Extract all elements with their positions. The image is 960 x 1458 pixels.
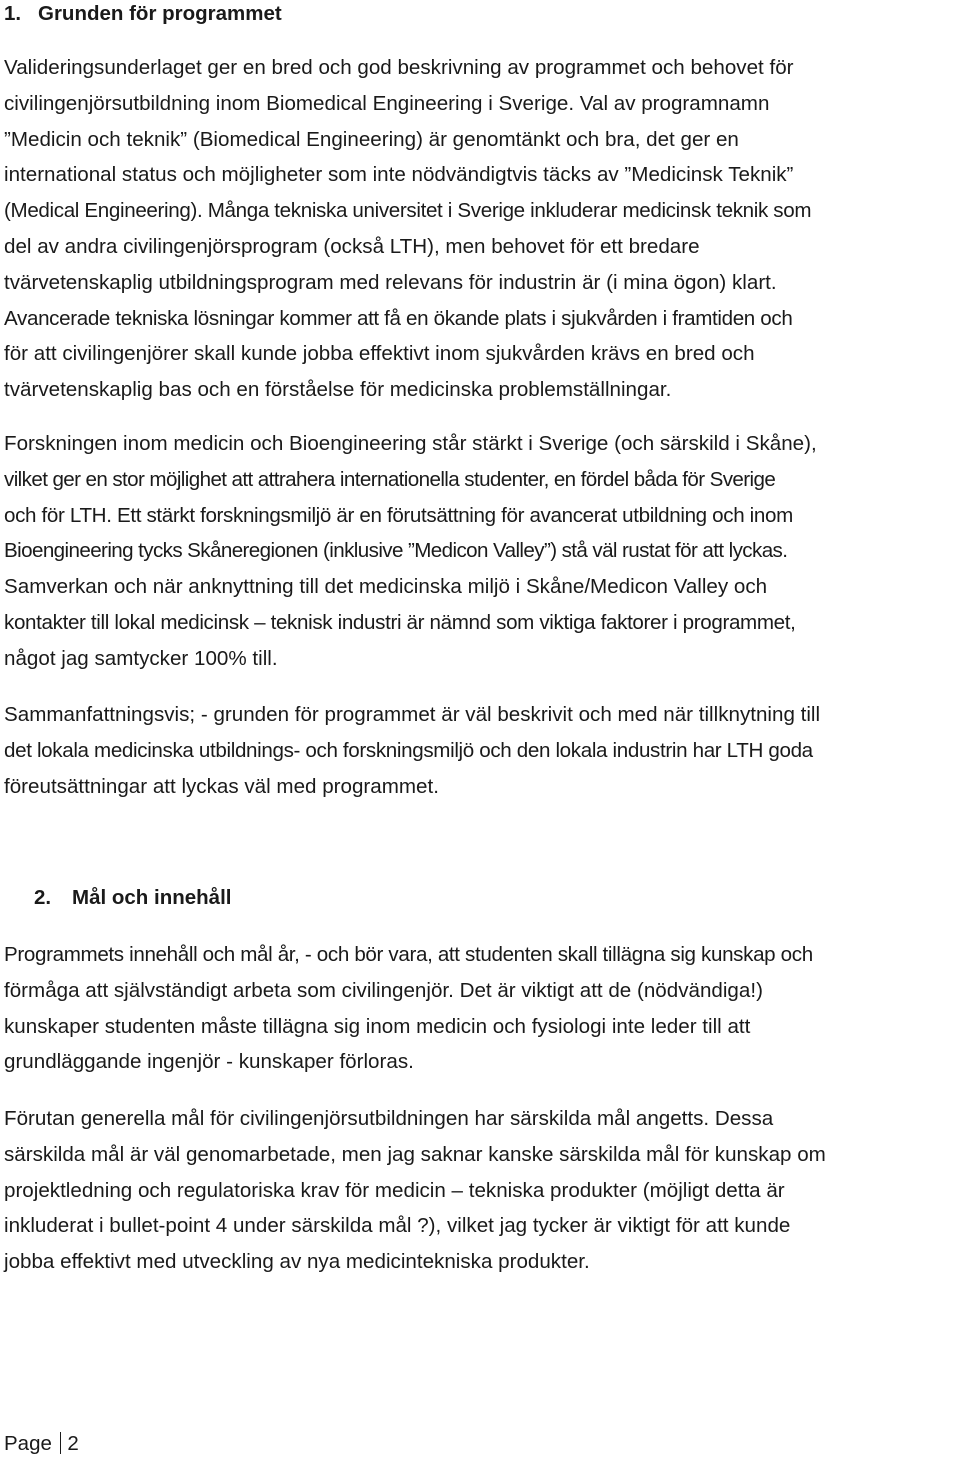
text-line: föreutsättningar att lyckas väl med programmet. — [4, 774, 439, 798]
text-line: Bioengineering tycks Skåneregionen (inklusive ”Medicon Valley”) stå väl rustat för att lyckas. — [4, 539, 788, 563]
paragraph — [4, 1101, 826, 1280]
text-line: international status och möjligheter som inte nödvändigtvis täcks av ”Medicinsk Teknik” — [4, 163, 794, 187]
text-line: ”Medicin och teknik” (Biomedical Engineering) är genomtänkt och bra, det ger en — [4, 127, 739, 151]
section-heading-1 — [4, 2, 282, 26]
text-line: projektledning och regulatoriska krav för medicin – tekniska produkter (möjligt detta är — [4, 1178, 785, 1202]
text-line: vilket ger en stor möjlighet att attrahera internationella studenter, en fördel båda för Sverige — [4, 467, 776, 491]
text-line: Forskningen inom medicin och Bioengineering står stärkt i Sverige (och särskild i Skåne), — [4, 432, 817, 455]
section-title: Mål och innehåll — [72, 886, 232, 909]
text-line: del av andra civilingenjörsprogram (också LTH), men behovet för ett bredare — [4, 234, 700, 258]
paragraph — [4, 937, 813, 1080]
text-line: kontakter till lokal medicinsk – teknisk industri är nämnd som viktiga faktorer i programmet, — [4, 610, 796, 634]
text-line: civilingenjörsutbildning inom Biomedical Engineering i Sverige. Val av programnamn — [4, 91, 770, 115]
footer-divider — [60, 1432, 62, 1454]
section-number: 1. — [4, 2, 22, 25]
paragraph — [4, 697, 820, 804]
page-number: 2 — [67, 1432, 79, 1455]
paragraph — [4, 426, 817, 677]
section-title: Grunden för programmet — [38, 2, 282, 25]
text-line: kunskaper studenten måste tillägna sig inom medicin och fysiologi inte leder till att — [4, 1014, 751, 1038]
text-line: inkluderat i bullet-point 4 under särskilda mål ?), vilket jag tycker är viktigt för att kunde — [4, 1214, 791, 1238]
text-line: det lokala medicinska utbildnings- och forskningsmiljö och den lokala industrin har LTH goda — [4, 738, 813, 762]
text-line: tvärvetenskaplig bas och en förståelse för medicinska problemställningar. — [4, 378, 672, 402]
text-line: förmåga att självständigt arbeta som civilingenjör. Det är viktigt att de (nödvändiga!) — [4, 978, 763, 1002]
text-line: Programmets innehåll och mål år, - och bör vara, att studenten skall tillägna sig kunskap och — [4, 943, 813, 966]
text-line: grundläggande ingenjör - kunskaper förloras. — [4, 1050, 414, 1074]
text-line: tvärvetenskaplig utbildningsprogram med relevans för industrin är (i mina ögon) klart. — [4, 270, 777, 294]
text-line: (Medical Engineering). Många tekniska universitet i Sverige inkluderar medicinsk teknik som — [4, 199, 812, 223]
page-footer — [4, 1432, 79, 1456]
text-line: Sammanfattningsvis; - grunden för programmet är väl beskrivit och med när tillknytning till — [4, 703, 821, 726]
text-line: Avancerade tekniska lösningar kommer att få en ökande plats i sjukvården i framtiden och — [4, 306, 793, 330]
text-line: Förutan generella mål för civilingenjörsutbildningen har särskilda mål angetts. Dessa — [4, 1107, 774, 1130]
text-line: Valideringsunderlaget ger en bred och god beskrivning av programmet och behovet för — [4, 56, 794, 79]
text-line: jobba effektivt med utveckling av nya medicintekniska produkter. — [4, 1250, 590, 1274]
section-heading-2 — [34, 886, 231, 910]
text-line: särskilda mål är väl genomarbetade, men jag saknar kanske särskilda mål för kunskap om — [4, 1142, 826, 1166]
page-label: Page — [4, 1432, 52, 1455]
text-line: Samverkan och när anknyttning till det medicinska miljö i Skåne/Medicon Valley och — [4, 575, 768, 599]
text-line: för att civilingenjörer skall kunde jobba effektivt inom sjukvården krävs en bred och — [4, 342, 755, 366]
text-line: något jag samtycker 100% till. — [4, 646, 278, 670]
paragraph — [4, 50, 811, 408]
section-number: 2. — [34, 886, 52, 909]
text-line: och för LTH. Ett stärkt forskningsmiljö är en förutsättning för avancerat utbildning och inom — [4, 503, 793, 527]
